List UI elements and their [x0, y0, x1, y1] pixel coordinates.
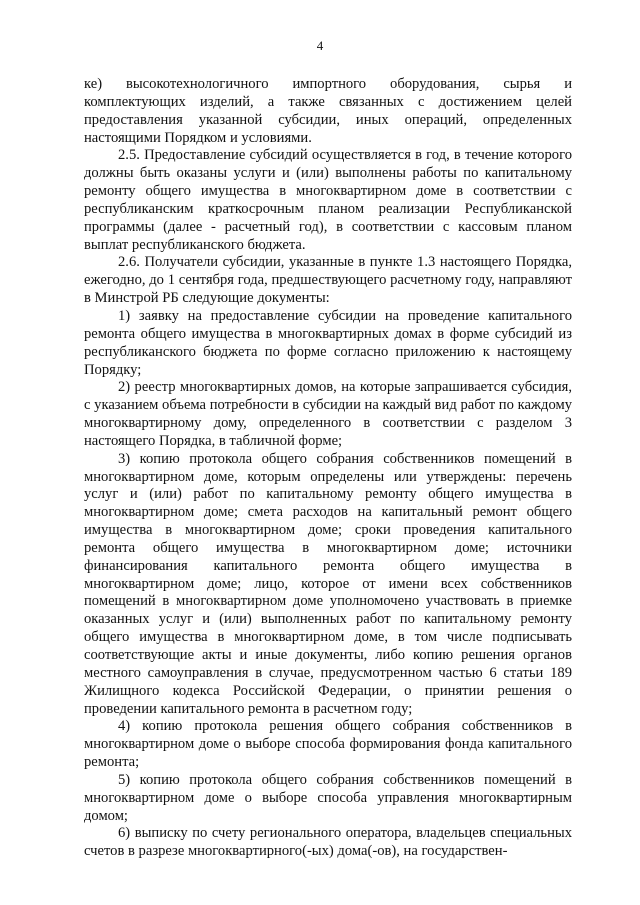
paragraph-continuation: ке) высокотехнологичного импортного оборудования, сырья и комплектующих изделий, а также связанных с достижением целей предоставления указанной субсидии, иных операций, определенных настоящими Порядком и условиями. — [84, 76, 572, 146]
list-item-6: 6) выписку по счету регионального оператора, владельцев специальных счетов в разрезе многоквартирного(-ых) дома(-ов), на государствен- — [84, 825, 572, 860]
list-item-3: 3) копию протокола общего собрания собственников помещений в многоквартирном доме, которым определены или утверждены: перечень услуг и (или) работ по капитальному ремонту общего имущества в многоквартирном доме; смета расходов на капитальный ремонт общего имущества в многоквартирном доме; сроки проведения капитального ремонта общего имущества в многоквартирном доме; источники финансирования капитального ремонта общего имущества в многоквартирном доме; лицо, которое от имени всех собственников помещений в многоквартирном доме уполномочено участвовать в приемке оказанных услуг и (или) выполненных работ по капитальному ремонту общего имущества в многоквартирном доме, в том числе подписывать соответствующие акты и иные документы, либо копию решения органов местного самоуправления в случае, предусмотренном частью 6 статьи 189 Жилищного кодекса Российской Федерации, о принятии решения о проведении капитального ремонта в расчетном году; — [84, 450, 572, 717]
document-body — [84, 76, 572, 861]
list-item-4: 4) копию протокола решения общего собрания собственников в многоквартирном доме о выборе способа формирования фонда капитального ремонта; — [84, 718, 572, 771]
paragraph-2-6: 2.6. Получатели субсидии, указанные в пункте 1.3 настоящего Порядка, ежегодно, до 1 сентября года, предшествующего расчетному году, направляют в Минстрой РБ следующие документы: — [84, 254, 572, 307]
list-item-1: 1) заявку на предоставление субсидии на проведение капитального ремонта общего имущества в многоквартирных домах в форме субсидий из республиканского бюджета по форме согласно приложению к настоящему Порядку; — [84, 307, 572, 378]
list-item-2: 2) реестр многоквартирных домов, на которые запрашивается субсидия, с указанием объема потребности в субсидии на каждый вид работ по каждому многоквартирному дому, определенного в соответствии с разделом 3 настоящего Порядка, в табличной форме; — [84, 379, 572, 449]
paragraph-2-5: 2.5. Предоставление субсидий осуществляется в год, в течение которого должны быть оказаны услуги и (или) выполнены работы по капитальному ремонту общего имущества в многоквартирном доме в соответствии с республиканским краткосрочным планом реализации Республиканской программы (далее - расчетный год), в соответствии с кассовым планом выплат республиканского бюджета. — [84, 147, 572, 253]
page-number: 4 — [316, 38, 324, 53]
list-item-5: 5) копию протокола общего собрания собственников помещений в многоквартирном доме о выборе способа управления многоквартирным домом; — [84, 771, 572, 824]
